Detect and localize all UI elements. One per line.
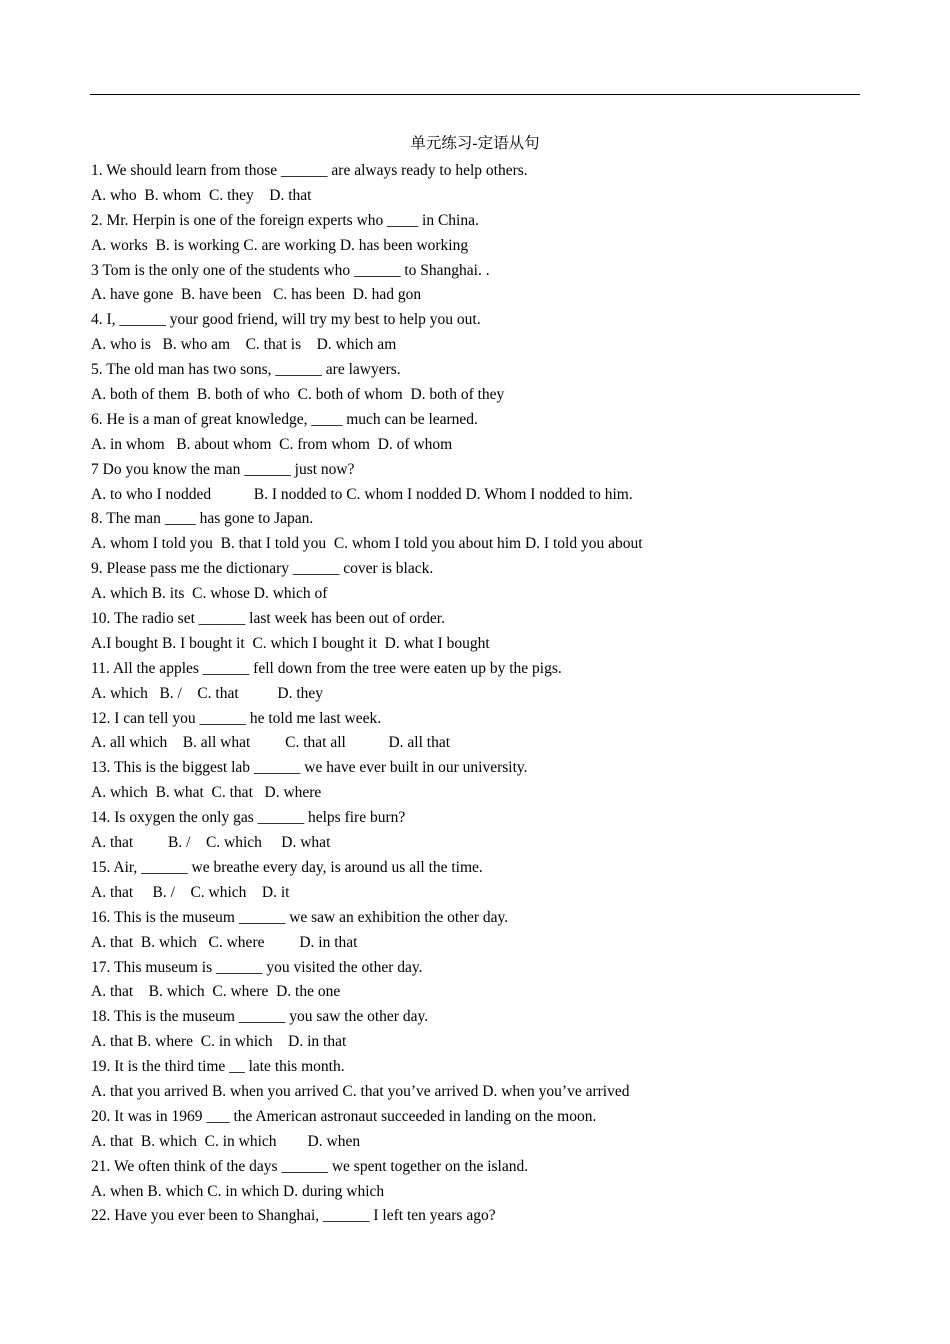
answer-options-line: A. that B. / C. which D. it	[91, 883, 290, 901]
question-line: 22. Have you ever been to Shanghai, ______ I left ten years ago?	[91, 1207, 496, 1225]
answer-options-line: A. that B. which C. where D. in that	[91, 933, 358, 951]
answer-options-line: A. have gone B. have been C. has been D. had gon	[91, 286, 422, 304]
question-line: 12. I can tell you ______ he told me last week.	[91, 709, 382, 727]
question-line: 7 Do you know the man ______ just now?	[91, 460, 355, 478]
question-line: 4. I, ______ your good friend, will try my best to help you out.	[91, 311, 481, 329]
question-line: 13. This is the biggest lab ______ we have ever built in our university.	[91, 759, 528, 777]
question-line: 9. Please pass me the dictionary ______ cover is black.	[91, 560, 434, 578]
answer-options-line: A. works B. is working C. are working D. has been working	[91, 236, 469, 254]
question-line: 1. We should learn from those ______ are always ready to help others.	[91, 162, 528, 179]
answer-options-line: A. when B. which C. in which D. during which	[91, 1182, 385, 1200]
answer-options-line: A. which B. / C. that D. they	[91, 684, 324, 702]
question-line: 17. This museum is ______ you visited the other day.	[91, 958, 423, 976]
question-line: 3 Tom is the only one of the students who ______ to Shanghai. .	[91, 261, 490, 279]
answer-options-line: A. who B. whom C. they D. that	[91, 186, 312, 204]
question-line: 19. It is the third time __ late this month.	[91, 1058, 345, 1076]
answer-options-line: A. that B. which C. in which D. when	[91, 1132, 361, 1150]
answer-options-line: A. that B. / C. which D. what	[91, 834, 331, 852]
question-line: 10. The radio set ______ last week has been out of order.	[91, 610, 445, 628]
header-rule	[90, 94, 860, 95]
answer-options-line: A. that B. which C. where D. the one	[91, 983, 341, 1001]
answer-options-line: A. to who I nodded B. I nodded to C. whom I nodded D. Whom I nodded to him.	[91, 485, 633, 503]
answer-options-line: A. in whom B. about whom C. from whom D. of whom	[91, 435, 453, 453]
question-line: 8. The man ____ has gone to Japan.	[91, 510, 314, 528]
document-title: 单元练习-定语从句	[410, 135, 540, 152]
question-line: 20. It was in 1969 ___ the American astronaut succeeded in landing on the moon.	[91, 1107, 597, 1125]
answer-options-line: A.I bought B. I bought it C. which I bought it D. what I bought	[91, 634, 490, 652]
question-line: 18. This is the museum ______ you saw the other day.	[91, 1008, 429, 1026]
answer-options-line: A. that B. where C. in which D. in that	[91, 1033, 347, 1051]
answer-options-line: A. which B. what C. that D. where	[91, 784, 322, 802]
question-line: 2. Mr. Herpin is one of the foreign experts who ____ in China.	[91, 211, 479, 229]
question-line: 11. All the apples ______ fell down from the tree were eaten up by the pigs.	[91, 659, 562, 677]
answer-options-line: A. that you arrived B. when you arrived C. that you’ve arrived D. when you’ve arrived	[91, 1082, 630, 1100]
answer-options-line: A. who is B. who am C. that is D. which am	[91, 336, 397, 354]
question-list	[91, 159, 871, 1229]
question-line: 15. Air, ______ we breathe every day, is around us all the time.	[91, 858, 483, 876]
question-line: 14. Is oxygen the only gas ______ helps fire burn?	[91, 809, 406, 827]
answer-options-line: A. all which B. all what C. that all D. all that	[91, 734, 451, 752]
answer-options-line: A. which B. its C. whose D. which of	[91, 585, 328, 603]
question-line: 16. This is the museum ______ we saw an exhibition the other day.	[91, 908, 509, 926]
question-line: 21. We often think of the days ______ we spent together on the island.	[91, 1157, 529, 1175]
answer-options-line: A. whom I told you B. that I told you C. whom I told you about him D. I told you about	[91, 535, 643, 553]
answer-options-line: A. both of them B. both of who C. both of whom D. both of they	[91, 386, 505, 404]
question-line: 6. He is a man of great knowledge, ____ much can be learned.	[91, 410, 478, 428]
question-line: 5. The old man has two sons, ______ are lawyers.	[91, 361, 401, 379]
